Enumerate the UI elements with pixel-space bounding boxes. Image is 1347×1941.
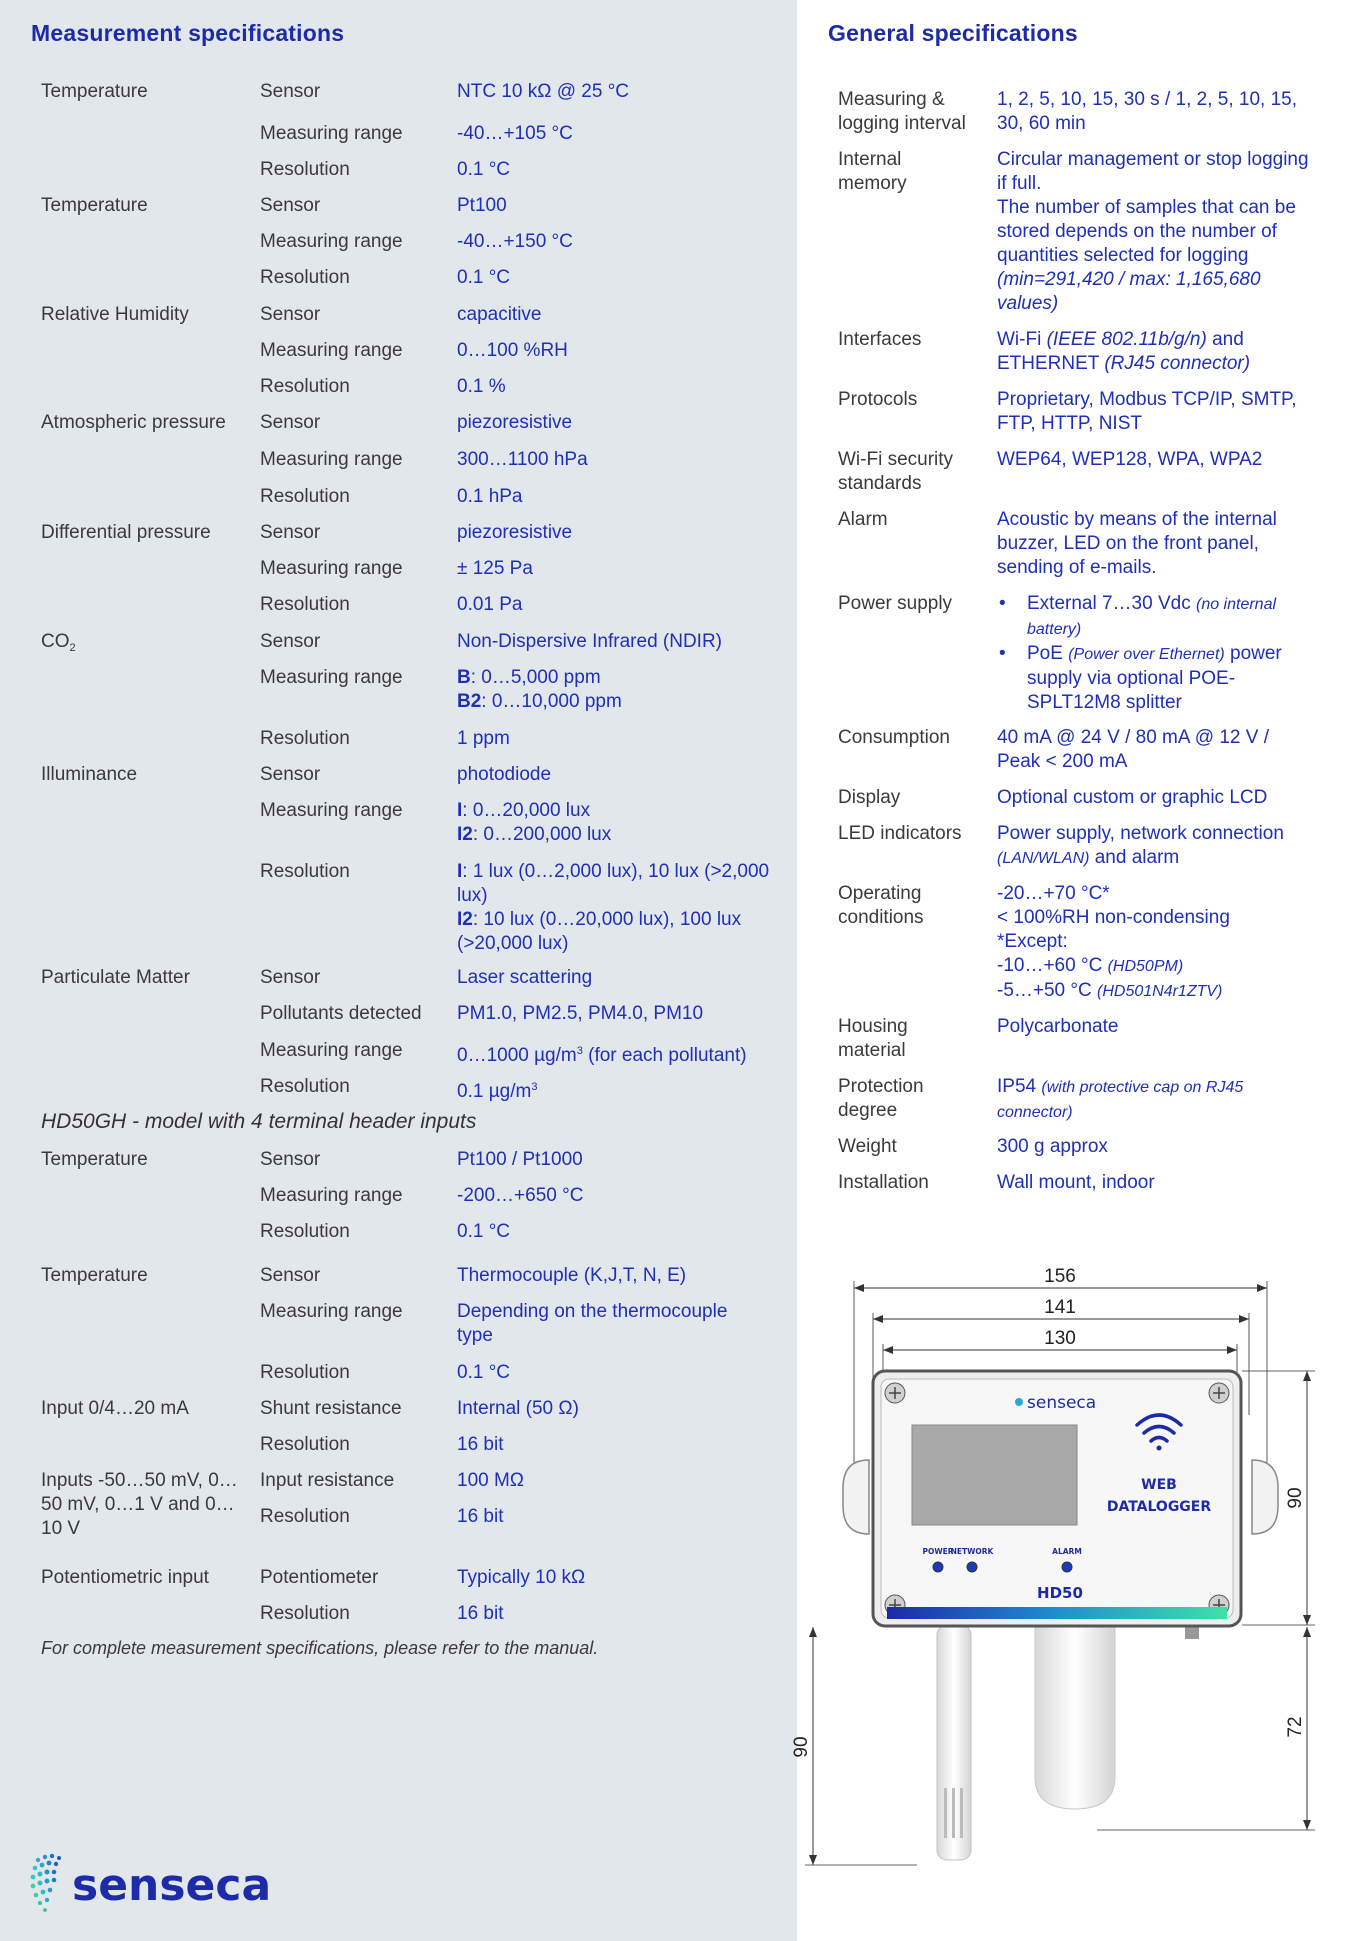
value-text: (with protective cap on RJ45 connector) [997, 1079, 1244, 1121]
general-panel [791, 0, 1347, 1941]
color-band [887, 1607, 1227, 1619]
spec-value: Depending on the thermocouple type [457, 1301, 728, 1346]
general-label: Interfaces [838, 329, 922, 350]
value-text: IP54 [997, 1076, 1042, 1097]
value-text: (LAN/WLAN) [997, 850, 1090, 867]
general-label: Power supply [838, 593, 953, 614]
value-text: PoE [1027, 643, 1069, 664]
value-text: Wi-Fi [997, 329, 1047, 350]
lcd-display [912, 1425, 1077, 1525]
temperature-probe [937, 1625, 971, 1860]
spec-param: Pollutants detected [260, 1003, 422, 1024]
value-text: (no internal battery) [1027, 596, 1277, 638]
brand-mark-icon [1015, 1398, 1023, 1406]
right-mount-ear [1252, 1460, 1278, 1534]
spec-param: Resolution [260, 1603, 350, 1624]
value-prefix: B2 [457, 691, 482, 712]
spec-param: Resolution [260, 1076, 350, 1097]
spec-param: Measuring range [260, 449, 403, 470]
dim-72-label: 72 [1285, 1716, 1306, 1738]
value-prefix: I2 [457, 909, 473, 930]
value-line [997, 954, 1317, 979]
value-text: : 0…5,000 ppm [470, 667, 601, 688]
left-mount-ear [843, 1460, 869, 1534]
footnote: For complete measurement specifications, please refer to the manual. [41, 1638, 599, 1658]
spec-value: 0.1 °C [457, 159, 511, 180]
general-label: LED indicators [838, 823, 962, 844]
general-label: Weight [838, 1136, 897, 1157]
spec-value: 0.1 °C [457, 267, 511, 288]
value-line [457, 908, 787, 956]
spec-param: Sensor [260, 1265, 321, 1286]
value-text: and alarm [1089, 847, 1180, 868]
spec-value: Thermocouple (K,J,T, N, E) [457, 1265, 687, 1286]
value-line [457, 799, 787, 823]
spec-quantity: Temperature [41, 81, 148, 102]
co2-subscript: 2 [69, 642, 76, 654]
dim-156-label: 156 [1044, 1266, 1076, 1287]
value-line [457, 666, 787, 690]
logo-text: senseca [72, 1860, 272, 1911]
spec-value: Laser scattering [457, 967, 593, 988]
spec-quantity: Inputs -50…50 mV, 0…50 mV, 0…1 V and 0…10 V [41, 1470, 238, 1539]
spec-quantity: Input 0/4…20 mA [41, 1398, 189, 1419]
spec-param: Sensor [260, 412, 321, 433]
model-title: HD50GH - model with 4 terminal header inputs [41, 1110, 477, 1133]
spec-param: Measuring range [260, 340, 403, 361]
general-value [997, 822, 1317, 871]
general-value: WEP64, WEP128, WPA, WPA2 [997, 449, 1263, 470]
co2-label: CO [41, 631, 70, 652]
led-network [967, 1562, 977, 1572]
device-drawing [791, 1255, 1347, 1905]
led-power-label: POWER [922, 1547, 954, 1556]
general-value [997, 882, 1317, 1004]
led-alarm-label: ALARM [1052, 1547, 1082, 1556]
spec-quantity: Temperature [41, 1149, 148, 1170]
value-line: Circular management or stop logging if full. [997, 149, 1309, 194]
value-text: : 0…20,000 lux [462, 800, 591, 821]
spec-quantity: Illuminance [41, 764, 138, 785]
spec-quantity: Differential pressure [41, 522, 211, 543]
spec-param: Shunt resistance [260, 1398, 402, 1419]
spec-param: Resolution [260, 1434, 350, 1455]
spec-param: Sensor [260, 631, 321, 652]
spec-value: ± 125 Pa [457, 558, 533, 579]
general-label: Installation [838, 1172, 929, 1193]
spec-value: 16 bit [457, 1434, 504, 1455]
general-value [997, 1075, 1317, 1125]
spec-value: -200…+650 °C [457, 1185, 584, 1206]
spec-param: Resolution [260, 486, 350, 507]
spec-value [457, 1039, 787, 1068]
spec-value: capacitive [457, 304, 542, 325]
device-brand [1015, 1393, 1096, 1413]
spec-quantity: Relative Humidity [41, 304, 189, 325]
spec-param: Sensor [260, 304, 321, 325]
value-prefix: B [457, 667, 471, 688]
value-line: < 100%RH non-condensing [997, 907, 1230, 928]
spec-param: Resolution [260, 1362, 350, 1383]
spec-param: Measuring range [260, 1185, 403, 1206]
spec-value: 100 MΩ [457, 1470, 525, 1491]
value-text: : 10 lux (0…20,000 lux), 100 lux (>20,000 lux) [457, 909, 742, 954]
general-value: 300 g approx [997, 1136, 1108, 1157]
spec-param: Measuring range [260, 1040, 403, 1061]
general-value: Acoustic by means of the internal buzzer, LED on the front panel, sending of e-mails. [997, 509, 1277, 578]
spec-param: Sensor [260, 195, 321, 216]
value-superscript: 3 [576, 1045, 583, 1057]
spec-value: 0.01 Pa [457, 594, 523, 615]
spec-param: Measuring range [260, 558, 403, 579]
spec-param: Resolution [260, 861, 350, 882]
value-text: -5…+50 °C [997, 980, 1098, 1001]
value-text: : 0…10,000 ppm [481, 691, 622, 712]
general-label: Measuring & logging interval [838, 89, 966, 134]
spec-value: 0.1 °C [457, 1221, 511, 1242]
spec-value: 16 bit [457, 1603, 504, 1624]
general-value: 40 mA @ 24 V / 80 mA @ 12 V / Peak < 200 mA [997, 727, 1269, 772]
value-text: -10…+60 °C [997, 955, 1108, 976]
spec-value [457, 799, 787, 847]
value-prefix: I [457, 861, 463, 882]
spec-param: Measuring range [260, 1301, 403, 1322]
spec-param: Sensor [260, 967, 321, 988]
spec-value: NTC 10 kΩ @ 25 °C [457, 81, 630, 102]
screw-icon [885, 1383, 905, 1403]
general-label: Display [838, 787, 901, 808]
spec-param: Resolution [260, 267, 350, 288]
general-label: Housing material [838, 1016, 908, 1061]
spec-value: 0.1 hPa [457, 486, 523, 507]
general-label: Operating conditions [838, 883, 924, 928]
logo-mark-icon [31, 1854, 61, 1912]
spec-quantity: Atmospheric pressure [41, 412, 226, 433]
spec-param: Resolution [260, 376, 350, 397]
led-network-label: NETWORK [950, 1547, 994, 1556]
spec-value: piezoresistive [457, 522, 573, 543]
value-text: (HD50PM) [1107, 958, 1184, 975]
general-title: General specifications [828, 20, 1078, 46]
value-text: (IEEE 802.11b/g/n) [1046, 329, 1207, 350]
value-prefix: I [457, 800, 463, 821]
spec-value: PM1.0, PM2.5, PM4.0, PM10 [457, 1003, 704, 1024]
spec-value: 0…100 %RH [457, 340, 568, 361]
value-text: power supply via optional POE-SPLT12M8 splitter [1027, 643, 1282, 713]
value-text: (RJ45 connector) [1104, 353, 1251, 374]
dim-141-label: 141 [1044, 1297, 1076, 1318]
spec-value: Non-Dispersive Infrared (NDIR) [457, 631, 723, 652]
spec-value: Internal (50 Ω) [457, 1398, 579, 1419]
value-line: (min=291,420 / max: 1,165,680 values) [997, 269, 1261, 314]
value-text: : 0…200,000 lux [472, 824, 612, 845]
value-line: -20…+70 °C* [997, 883, 1110, 904]
general-label: Wi-Fi security standards [838, 449, 954, 494]
general-value: Optional custom or graphic LCD [997, 787, 1268, 808]
value-text: 0.1 µg/m [457, 1081, 532, 1102]
general-label: Alarm [838, 509, 888, 530]
general-value [997, 148, 1317, 316]
value-text: and ETHERNET [997, 329, 1244, 374]
spec-param: Measuring range [260, 800, 403, 821]
device-brand-text: senseca [1027, 1393, 1097, 1413]
spec-quantity: Temperature [41, 195, 148, 216]
general-value: 1, 2, 5, 10, 15, 30 s / 1, 2, 5, 10, 15, 30, 60 min [997, 89, 1297, 134]
led-alarm [1062, 1562, 1072, 1572]
value-text: 0…1000 µg/m [457, 1045, 577, 1066]
spec-value [457, 666, 787, 714]
spec-quantity: Temperature [41, 1265, 148, 1286]
spec-value: piezoresistive [457, 412, 573, 433]
spec-param: Resolution [260, 159, 350, 180]
device-model-label: HD50 [1037, 1584, 1083, 1602]
value-prefix: I2 [457, 824, 473, 845]
senseca-logo [28, 1850, 328, 1920]
value-superscript: 3 [531, 1081, 538, 1093]
led-power [933, 1562, 943, 1572]
general-label: Consumption [838, 727, 950, 748]
value-text: : 1 lux (0…2,000 lux), 10 lux (>2,000 lux) [457, 861, 770, 906]
spec-param: Sensor [260, 764, 321, 785]
datalogger-label: DATALOGGER [1106, 1499, 1212, 1515]
spec-param: Sensor [260, 522, 321, 543]
spec-value: Typically 10 kΩ [457, 1567, 586, 1588]
general-value [997, 592, 1317, 715]
spec-quantity [41, 630, 251, 660]
value-line [457, 690, 787, 714]
spec-quantity: Particulate Matter [41, 967, 190, 988]
spec-param: Resolution [260, 1221, 350, 1242]
spec-param: Measuring range [260, 667, 403, 688]
value-text: (for each pollutant) [582, 1045, 747, 1066]
screw-icon [1209, 1383, 1229, 1403]
general-label: Protection degree [838, 1076, 924, 1121]
dimension-72 [1097, 1627, 1315, 1830]
spec-param: Resolution [260, 1506, 350, 1527]
general-value [997, 328, 1317, 376]
value-line [457, 860, 787, 908]
spec-value [457, 860, 787, 956]
spec-value: Pt100 [457, 195, 507, 216]
spec-value: 16 bit [457, 1506, 504, 1527]
spec-param: Measuring range [260, 123, 403, 144]
dimension-90-left [791, 1627, 917, 1865]
general-label: Protocols [838, 389, 918, 410]
spec-value [457, 1075, 787, 1104]
value-line: *Except: [997, 931, 1068, 952]
spec-quantity: Potentiometric input [41, 1567, 209, 1588]
general-value: Polycarbonate [997, 1016, 1119, 1037]
spec-value: 300…1100 hPa [457, 449, 588, 470]
spec-param: Input resistance [260, 1470, 395, 1491]
spec-param: Measuring range [260, 231, 403, 252]
spec-param: Resolution [260, 728, 350, 749]
value-line [997, 979, 1317, 1004]
general-label: Internal memory [838, 149, 907, 194]
dim-90-right-label: 90 [1285, 1487, 1306, 1509]
value-text: (HD501N4r1ZTV) [1097, 983, 1223, 1000]
value-line: The number of samples that can be stored depends on the number of quantities selected for logging [997, 197, 1296, 266]
spec-param: Resolution [260, 594, 350, 615]
spec-value: 0.1 % [457, 376, 506, 397]
general-value: Wall mount, indoor [997, 1172, 1155, 1193]
general-value: Proprietary, Modbus TCP/IP, SMTP, FTP, HTTP, NIST [997, 389, 1297, 434]
value-text: External 7…30 Vdc [1027, 593, 1196, 614]
spec-value: 1 ppm [457, 728, 510, 749]
web-label: WEB [1141, 1477, 1177, 1493]
spec-value: -40…+105 °C [457, 123, 573, 144]
spec-param: Sensor [260, 1149, 321, 1170]
value-line [457, 823, 787, 847]
spec-value: 0.1 °C [457, 1362, 511, 1383]
spec-param: Potentiometer [260, 1567, 379, 1588]
spec-param: Sensor [260, 81, 321, 102]
measurement-title: Measurement specifications [31, 20, 345, 46]
bullet-item [997, 642, 1317, 715]
spec-value: -40…+150 °C [457, 231, 573, 252]
spec-value: photodiode [457, 764, 552, 785]
value-text: (Power over Ethernet) [1068, 646, 1225, 663]
humidity-probe [1035, 1627, 1115, 1809]
spec-value: Pt100 / Pt1000 [457, 1149, 583, 1170]
bullet-item [997, 592, 1317, 642]
dim-130-label: 130 [1044, 1328, 1076, 1349]
value-text: Power supply, network connection [997, 823, 1284, 844]
dim-90-left-label: 90 [791, 1736, 812, 1758]
